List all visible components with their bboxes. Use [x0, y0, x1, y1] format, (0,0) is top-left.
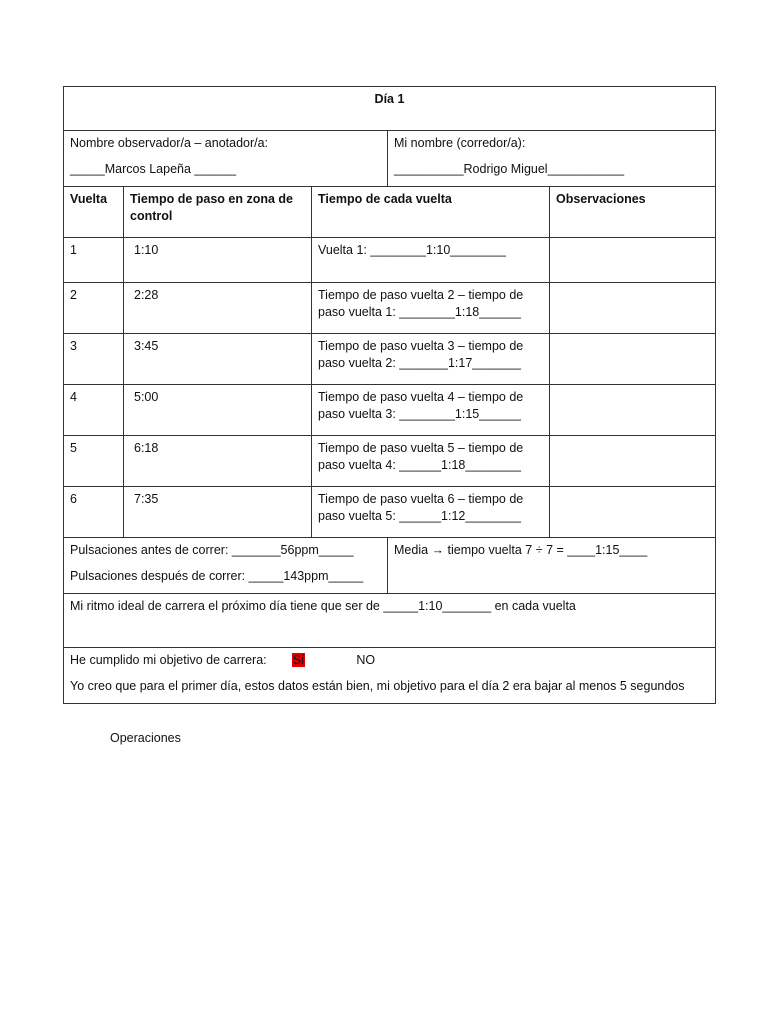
observation — [550, 385, 716, 436]
lap-time-calc: Tiempo de paso vuelta 6 – tiempo de paso vuelta 5: ______1:12________ — [312, 487, 550, 538]
average-cell — [388, 538, 716, 594]
control-time: 1:10 — [124, 238, 312, 283]
lap-number: 6 — [64, 487, 124, 538]
lap-number: 5 — [64, 436, 124, 487]
objective-comment: Yo creo que para el primer día, estos datos están bien, mi objetivo para el día 2 era bajar al menos 5 segundos — [70, 679, 685, 693]
control-time: 2:28 — [124, 283, 312, 334]
pulse-after: Pulsaciones después de correr: _____143ppm_____ — [70, 569, 364, 583]
lap-number: 1 — [64, 238, 124, 283]
lap-number: 4 — [64, 385, 124, 436]
day-title: Día 1 — [64, 87, 716, 131]
lap-number: 3 — [64, 334, 124, 385]
header-lap-time: Tiempo de cada vuelta — [312, 187, 550, 238]
header-observations: Observaciones — [550, 187, 716, 238]
ideal-pace: Mi ritmo ideal de carrera el próximo día tiene que ser de _____1:10_______ en cada vuelta — [64, 594, 716, 648]
header-lap: Vuelta — [64, 187, 124, 238]
observation — [550, 238, 716, 283]
observer-name: _____Marcos Lapeña ______ — [70, 162, 237, 176]
observation — [550, 334, 716, 385]
control-time: 3:45 — [124, 334, 312, 385]
observation — [550, 487, 716, 538]
observer-cell — [64, 131, 388, 187]
observation — [550, 283, 716, 334]
observation — [550, 436, 716, 487]
lap-number: 2 — [64, 283, 124, 334]
pulse-before: Pulsaciones antes de correr: _______56ppm_____ — [70, 543, 354, 557]
runner-cell — [388, 131, 716, 187]
table-row — [64, 487, 716, 538]
table-row — [64, 334, 716, 385]
table-row — [64, 385, 716, 436]
operations-heading: Operaciones — [110, 731, 181, 745]
runner-label: Mi nombre (corredor/a): — [394, 136, 526, 150]
table-row — [64, 283, 716, 334]
observer-label: Nombre observador/a – anotador/a: — [70, 136, 269, 150]
table-row — [64, 238, 716, 283]
average-lap-time: Media → tiempo vuelta 7 ÷ 7 = ____1:15____ — [394, 543, 648, 557]
lap-time-calc: Tiempo de paso vuelta 2 – tiempo de paso vuelta 1: ________1:18______ — [312, 283, 550, 334]
lap-time-calc: Tiempo de paso vuelta 4 – tiempo de paso vuelta 3: ________1:15______ — [312, 385, 550, 436]
lap-time-calc: Vuelta 1: ________1:10________ — [312, 238, 550, 283]
objective-line — [70, 652, 709, 669]
control-time: 5:00 — [124, 385, 312, 436]
control-time: 6:18 — [124, 436, 312, 487]
runner-name: __________Rodrigo Miguel___________ — [394, 162, 625, 176]
control-time: 7:35 — [124, 487, 312, 538]
pulse-cell — [64, 538, 388, 594]
lap-time-calc: Tiempo de paso vuelta 3 – tiempo de paso vuelta 2: _______1:17_______ — [312, 334, 550, 385]
table-row — [64, 436, 716, 487]
lap-time-calc: Tiempo de paso vuelta 5 – tiempo de paso vuelta 4: ______1:18________ — [312, 436, 550, 487]
objective-label: He cumplido mi objetivo de carrera: — [70, 653, 267, 667]
race-log-table — [63, 86, 716, 704]
objective-no: NO — [356, 653, 376, 667]
objective-cell — [64, 648, 716, 704]
objective-yes-highlighted: Sí — [292, 653, 305, 667]
header-control-time: Tiempo de paso en zona de control — [124, 187, 312, 238]
